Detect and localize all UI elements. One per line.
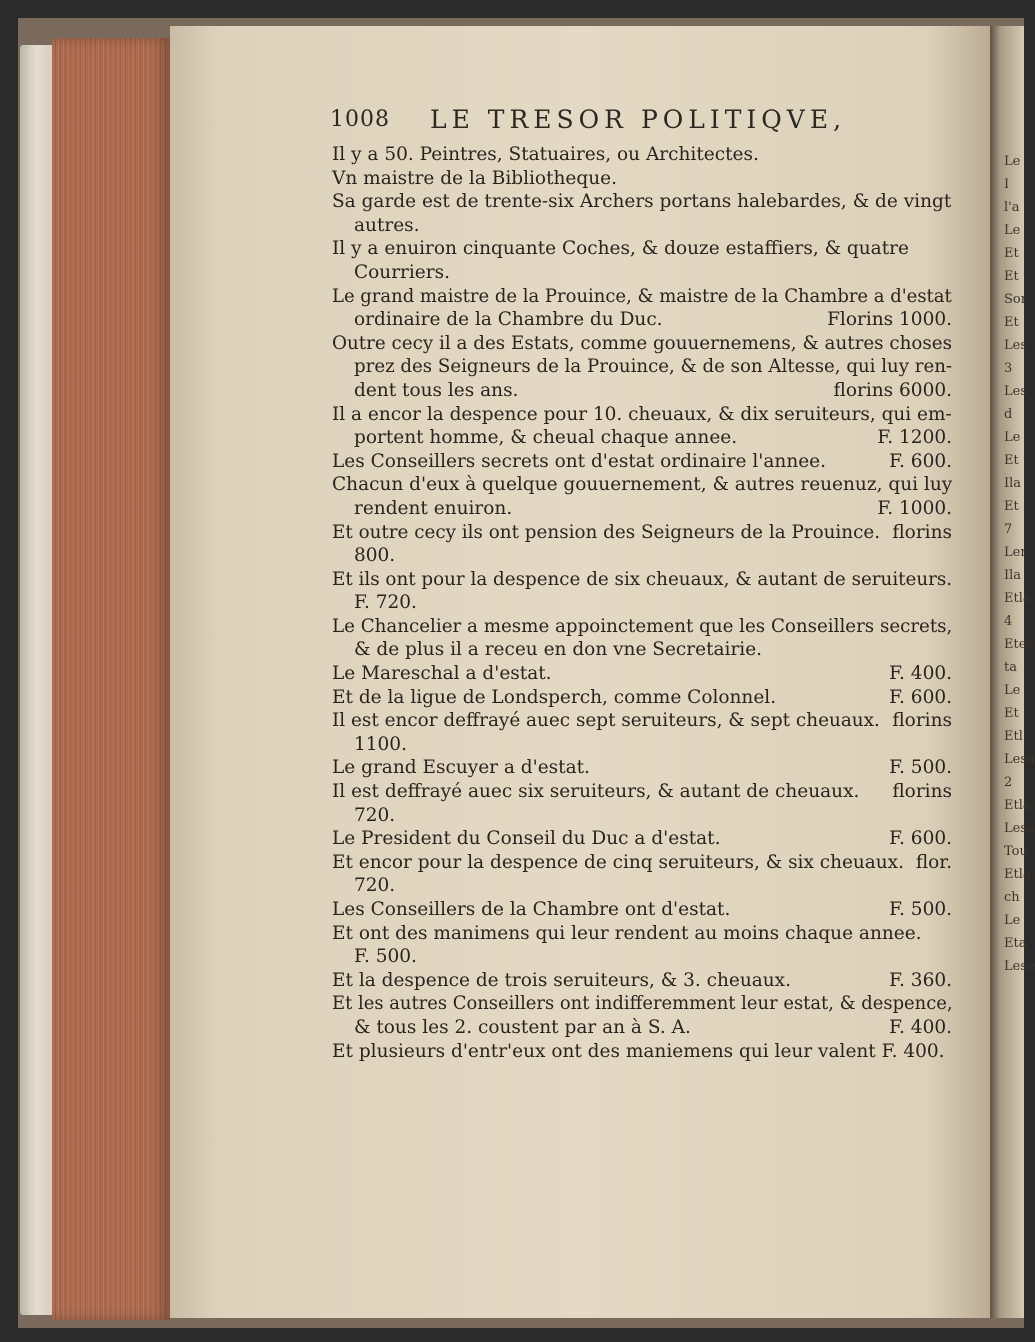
text-line	[332, 167, 952, 191]
text-line	[332, 851, 952, 875]
line-text: 1100.	[354, 733, 407, 755]
amount: F. 400.	[889, 663, 952, 685]
facing-fragment: Lesa	[1004, 821, 1035, 836]
entry	[332, 662, 952, 686]
facing-fragment: ta	[1004, 660, 1017, 675]
entry	[332, 450, 952, 474]
line-text: Il a encor la despence pour 10. cheuaux, & dix seruiteurs, qui em-	[332, 403, 952, 425]
facing-page-text	[1004, 150, 1035, 978]
page-edges	[52, 38, 170, 1320]
text-line	[332, 638, 952, 662]
text-line	[332, 308, 952, 332]
facing-fragment: I	[1004, 177, 1010, 192]
entry	[332, 1040, 952, 1064]
text-line	[332, 662, 952, 686]
amount: F. 360.	[889, 969, 952, 991]
facing-fragment: Les	[1004, 384, 1027, 399]
text-line	[332, 521, 952, 545]
facing-fragment: Eta	[1004, 936, 1027, 951]
text-line	[332, 355, 952, 379]
line-text: Il est encor deffrayé auec sept seruiteurs, & sept cheuaux.	[332, 710, 880, 732]
line-text: Le Chancelier a mesme appoinctement que les Conseillers secrets,	[332, 615, 953, 637]
text-line	[332, 332, 952, 356]
line-text: Et les autres Conseillers ont indifferemment leur estat, & despence,	[332, 993, 953, 1015]
facing-fragment: Le	[1004, 154, 1021, 169]
entry	[332, 780, 952, 827]
line-text: Et plusieurs d'entr'eux ont des maniemens qui leur valent F. 400.	[332, 1040, 945, 1062]
line-text: 800.	[354, 545, 396, 567]
facing-fragment: Etes	[1004, 637, 1034, 652]
entry	[332, 709, 952, 756]
facing-fragment: d	[1004, 407, 1013, 422]
entry	[332, 143, 952, 167]
text-line	[332, 1016, 952, 1040]
facing-fragment: Le	[1004, 223, 1021, 238]
line-text: Il y a 50. Peintres, Statuaires, ou Architectes.	[332, 144, 759, 165]
amount: F. 1000.	[877, 497, 952, 519]
line-text: dent tous les ans.	[354, 379, 519, 401]
entry	[332, 756, 952, 780]
facing-fragment: Et	[1004, 246, 1019, 261]
entry	[332, 473, 952, 520]
entry	[332, 403, 952, 450]
facing-fragment: Le	[1004, 913, 1021, 928]
text-line	[332, 709, 952, 733]
amount: F. 600.	[889, 450, 952, 472]
line-text: Le grand Escuyer a d'estat.	[332, 757, 590, 779]
text-line	[332, 190, 952, 214]
line-text: prez des Seigneurs de la Prouince, & de son Altesse, qui luy ren-	[354, 356, 953, 378]
line-text: Il y a enuiron cinquante Coches, & douze estaffiers, & quatre	[332, 238, 909, 260]
line-text: Le President du Conseil du Duc a d'estat.	[332, 828, 721, 850]
text-line	[332, 898, 952, 922]
text-line	[332, 756, 952, 780]
line-text: Le Mareschal a d'estat.	[332, 663, 552, 685]
text-line	[332, 591, 952, 615]
facing-fragment: l'a	[1004, 200, 1020, 215]
line-text: Courriers.	[354, 261, 450, 283]
text-line	[332, 143, 952, 167]
text-line	[332, 992, 952, 1016]
amount: florins 6000.	[833, 379, 952, 401]
line-text: & tous les 2. coustent par an à S. A.	[354, 1016, 691, 1038]
facing-fragment: Ler	[1004, 545, 1027, 560]
facing-fragment: 4	[1004, 614, 1013, 629]
text-line	[332, 450, 952, 474]
line-text: & de plus il a receu en don vne Secretairie.	[354, 639, 763, 661]
facing-fragment: Ila	[1004, 568, 1022, 583]
text-line	[332, 403, 952, 427]
facing-fragment: Etl	[1004, 729, 1023, 744]
text-line	[332, 874, 952, 898]
facing-fragment: Lesa	[1004, 752, 1035, 767]
facing-fragment: Sor	[1004, 292, 1027, 307]
line-text: Les Conseillers secrets ont d'estat ordinaire l'annee.	[332, 450, 827, 472]
facing-fragment: Le	[1004, 683, 1021, 698]
facing-fragment: Et	[1004, 315, 1019, 330]
facing-fragment: Les	[1004, 338, 1027, 353]
text-line	[332, 237, 952, 261]
line-text: autres.	[354, 214, 420, 236]
line-text: Et outre cecy ils ont pension des Seigneurs de la Prouince.	[332, 521, 881, 543]
amount: F. 500.	[889, 899, 952, 920]
line-text: portent homme, & cheual chaque annee.	[354, 427, 738, 449]
entry	[332, 190, 952, 237]
entry	[332, 969, 952, 993]
entry	[332, 898, 952, 922]
line-text: Et ils ont pour la despence de six cheuaux, & autant de seruiteurs.	[332, 568, 953, 590]
text-line	[332, 615, 952, 639]
page-body	[332, 143, 952, 1063]
amount: Florins 1000.	[827, 309, 952, 331]
line-text: rendent enuiron.	[354, 497, 513, 519]
facing-fragment: Et	[1004, 453, 1019, 468]
line-text: 720.	[354, 875, 396, 897]
text-line	[332, 686, 952, 710]
text-line	[332, 804, 952, 828]
text-line	[332, 544, 952, 568]
text-line	[332, 568, 952, 592]
page-header	[330, 107, 940, 139]
facing-fragment: Et	[1004, 706, 1019, 721]
text-line	[332, 922, 952, 946]
text-line	[332, 473, 952, 497]
line-text: Vn maistre de la Bibliotheque.	[332, 167, 617, 189]
line-text: Il est deffrayé auec six seruiteurs, & autant de cheuaux.	[332, 781, 860, 803]
line-text: Chacun d'eux à quelque gouuernement, & autres reuenuz, qui luy	[332, 474, 953, 496]
facing-fragment: Tou	[1004, 844, 1028, 859]
facing-fragment: Ila	[1004, 476, 1022, 491]
entry	[332, 851, 952, 898]
line-text: F. 720.	[354, 592, 417, 614]
entry	[332, 237, 952, 284]
text-line	[332, 214, 952, 238]
facing-fragment: Et	[1004, 499, 1019, 514]
entry	[332, 922, 952, 969]
entry	[332, 992, 952, 1039]
facing-fragment: 7	[1004, 522, 1013, 537]
amount: F. 500.	[889, 757, 952, 779]
facing-fragment: Etla	[1004, 867, 1031, 882]
amount: F. 1200.	[877, 427, 952, 449]
entry	[332, 521, 952, 568]
facing-fragment: 2	[1004, 775, 1013, 790]
amount: F. 400.	[889, 1016, 952, 1038]
entry	[332, 686, 952, 710]
line-text: Et ont des manimens qui leur rendent au moins chaque annee.	[332, 922, 922, 944]
page-number: 1008	[330, 107, 390, 132]
text-line	[332, 969, 952, 993]
facing-fragment: Et	[1004, 269, 1019, 284]
text-line	[332, 827, 952, 851]
line-text: Sa garde est de trente-six Archers portans halebardes, & de vingt	[332, 191, 952, 213]
text-line	[332, 379, 952, 403]
line-text: F. 500.	[354, 946, 417, 968]
facing-fragment: Etla	[1004, 798, 1031, 813]
text-line	[332, 945, 952, 969]
entry	[332, 827, 952, 851]
amount: florins	[892, 521, 952, 543]
text-line	[332, 497, 952, 521]
line-text: Et de la ligue de Londsperch, comme Colonnel.	[332, 686, 777, 708]
facing-fragment: Etla	[1004, 591, 1031, 606]
facing-fragment: Le	[1004, 430, 1021, 445]
running-title: LE TRESOR POLITIQVE,	[430, 105, 847, 134]
text-line	[332, 733, 952, 757]
text-line	[332, 285, 952, 309]
facing-fragment: 3	[1004, 361, 1013, 376]
amount: F. 600.	[889, 686, 952, 708]
facing-fragment: Lese	[1004, 959, 1035, 974]
text-line	[332, 261, 952, 285]
line-text: Les Conseillers de la Chambre ont d'estat.	[332, 899, 731, 920]
amount: F. 600.	[889, 828, 952, 850]
line-text: Le grand maistre de la Prouince, & maistre de la Chambre a d'estat	[332, 285, 952, 307]
text-line	[332, 426, 952, 450]
amount: florins	[892, 781, 952, 803]
text-line	[332, 780, 952, 804]
entry	[332, 167, 952, 191]
amount: flor.	[915, 851, 952, 873]
entry	[332, 568, 952, 615]
line-text: Outre cecy il a des Estats, comme gouuernemens, & autres choses	[332, 332, 953, 354]
line-text: ordinaire de la Chambre du Duc.	[354, 309, 663, 331]
line-text: 720.	[354, 804, 396, 826]
line-text: Et encor pour la despence de cinq seruiteurs, & six cheuaux.	[332, 851, 904, 873]
text-line	[332, 1040, 952, 1064]
entry	[332, 332, 952, 403]
amount: florins	[892, 710, 952, 732]
line-text: Et la despence de trois seruiteurs, & 3. cheuaux.	[332, 969, 791, 991]
facing-fragment: ch	[1004, 890, 1020, 905]
entry	[332, 615, 952, 662]
entry	[332, 285, 952, 332]
